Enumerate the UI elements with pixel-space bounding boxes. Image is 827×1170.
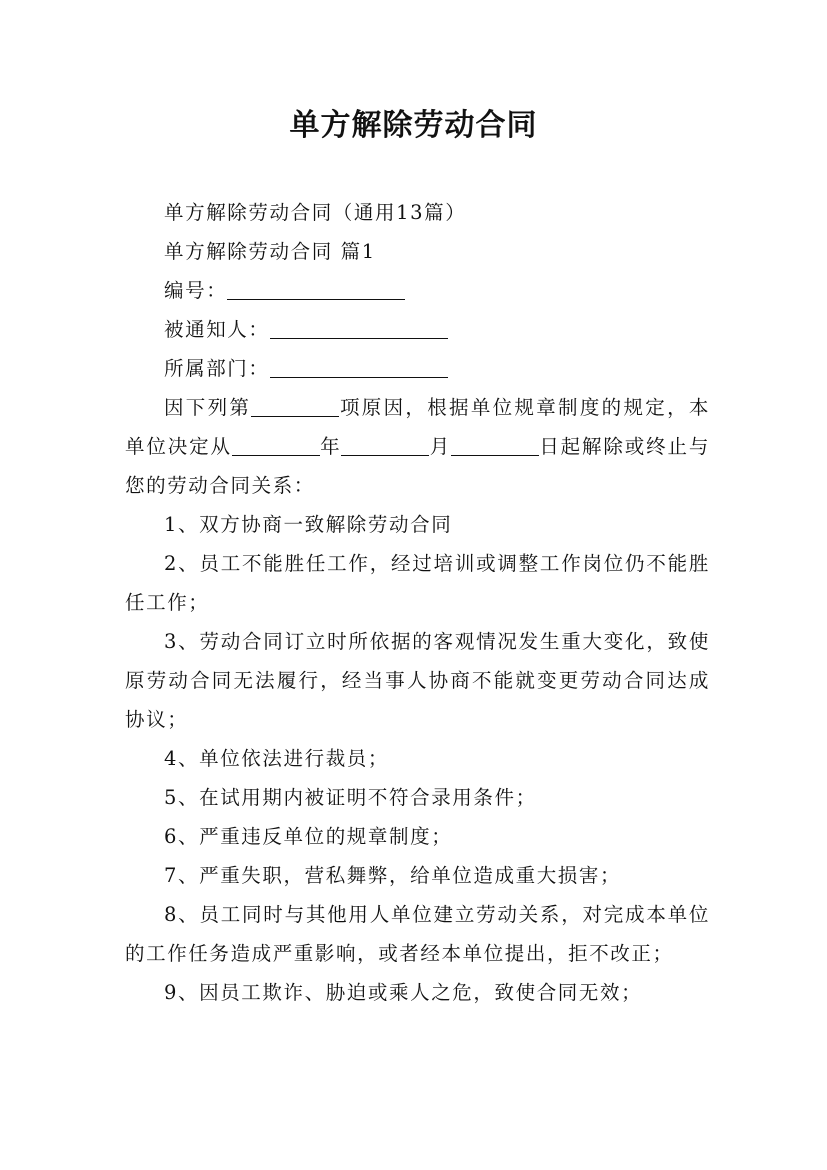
document-title: 单方解除劳动合同 xyxy=(289,108,538,143)
day-blank xyxy=(451,433,539,456)
year-blank xyxy=(232,433,320,456)
recipient-field xyxy=(125,310,710,349)
number-field xyxy=(125,271,710,310)
list-item: 8、员工同时与其他用人单位建立劳动关系，对完成本单位的工作任务造成严重影响，或者经本单位提出，拒不改正； xyxy=(125,903,710,965)
department-label: 所属部门： xyxy=(164,357,270,380)
notice-paragraph xyxy=(125,388,710,505)
list-item: 6、严重违反单位的规章制度； xyxy=(164,825,453,848)
list-item: 4、单位依法进行裁员； xyxy=(164,747,390,770)
notice-part4: 月 xyxy=(429,435,452,458)
month-blank xyxy=(341,433,429,456)
notice-part3: 年 xyxy=(319,435,342,458)
document-body xyxy=(125,193,710,1012)
recipient-blank xyxy=(270,316,448,339)
intro-line: 单方解除劳动合同（通用13篇） xyxy=(164,201,467,224)
list-item: 2、员工不能胜任工作，经过培训或调整工作岗位仍不能胜任工作； xyxy=(125,552,710,614)
reason-blank xyxy=(251,394,339,417)
list-item: 7、严重失职，营私舞弊，给单位造成重大损害； xyxy=(164,864,622,887)
list-item: 9、因员工欺诈、胁迫或乘人之危，致使合同无效； xyxy=(164,981,643,1004)
list-item: 3、劳动合同订立时所依据的客观情况发生重大变化，致使原劳动合同无法履行，经当事人协商不能就变更劳动合同达成协议； xyxy=(125,630,710,731)
number-label: 编号： xyxy=(164,279,228,302)
department-field xyxy=(125,349,710,388)
notice-part1: 因下列第 xyxy=(164,396,252,419)
notice-part5: 日起解除或终止与您的劳动合同关系： xyxy=(125,435,710,497)
section-heading: 单方解除劳动合同 篇1 xyxy=(164,240,376,263)
list-item: 5、在试用期内被证明不符合录用条件； xyxy=(164,786,537,809)
list-item: 1、双方协商一致解除劳动合同 xyxy=(164,513,453,536)
number-blank xyxy=(227,277,405,300)
recipient-label: 被通知人： xyxy=(164,318,270,341)
department-blank xyxy=(270,355,448,378)
notice-part2: 项原因，根据单位规章制度的规定，本单位决定从 xyxy=(125,396,711,458)
